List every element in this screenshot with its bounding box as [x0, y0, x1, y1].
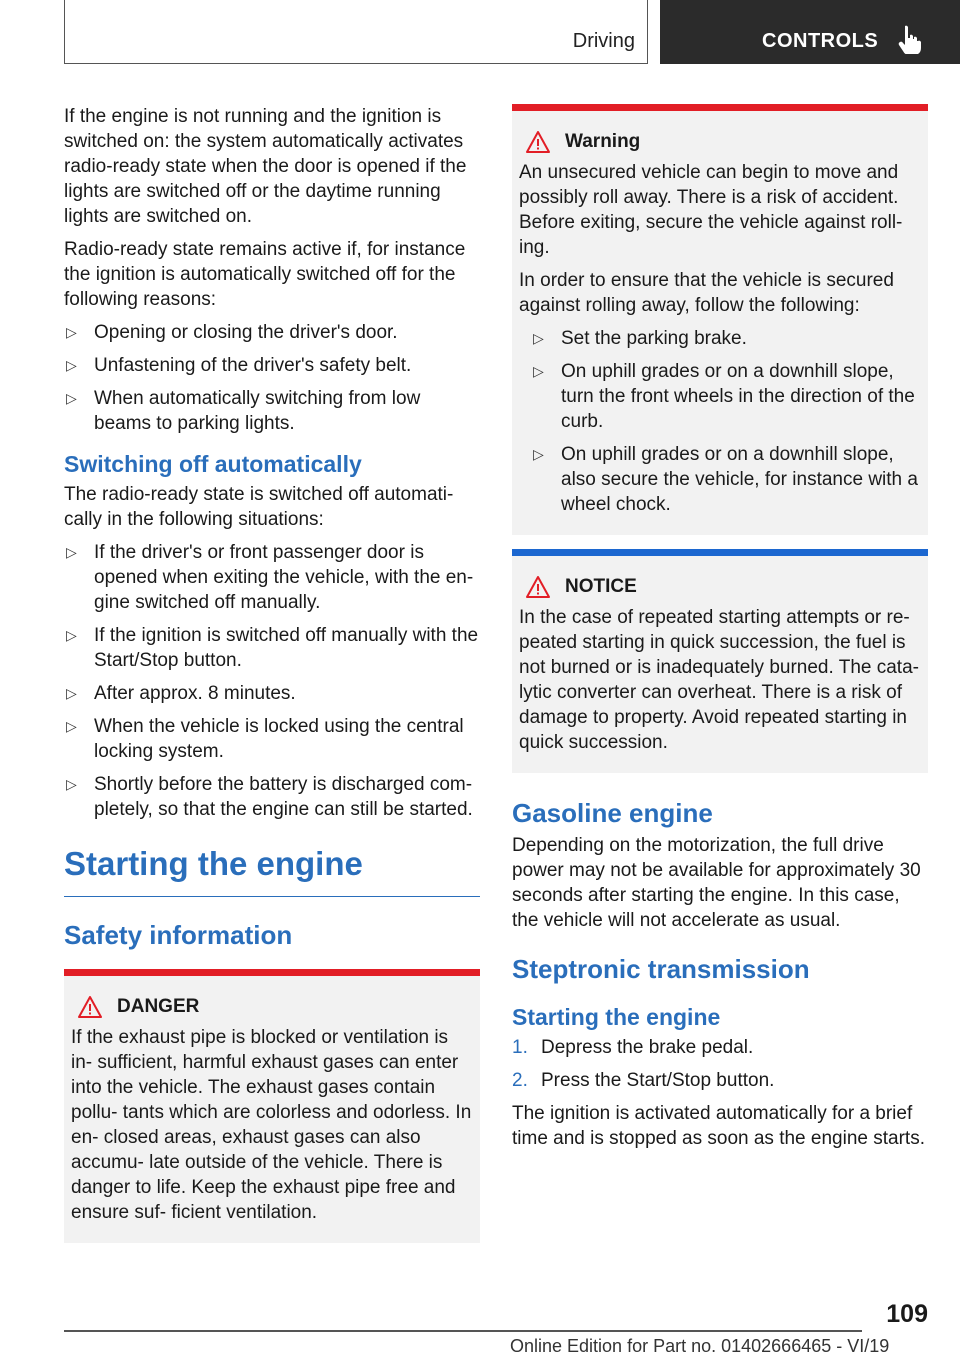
- header-chapter-title: CONTROLS: [762, 30, 879, 52]
- notice-title: NOTICE: [519, 574, 921, 599]
- notice-text: In the case of repeated starting attempts or re- peated starting in quick succession, the fuel is not burned or is inadequately burned. The cata- lytic converter can overheat. There is a risk of damage to property. Avoid repeated starting in quick succession.: [519, 607, 919, 753]
- footer-divider: [64, 1330, 862, 1332]
- list-item: ▷ On uphill grades or on a downhill slope, turn the front wheels in the direction of the curb.: [533, 361, 915, 432]
- list-item: ▷ When automatically switching from low beams to parking lights.: [66, 388, 421, 434]
- warning-text-1: An unsecured vehicle can begin to move and possibly roll away. There is a risk of accident. Before exiting, secure the vehicle against roll- ing.: [519, 162, 903, 258]
- closing-text: The ignition is activated automatically for a brief time and is stopped as soon as the engine starts.: [512, 1103, 925, 1149]
- notice-box: [512, 549, 928, 773]
- pointing-hand-icon: [896, 24, 922, 54]
- gasoline-engine-heading: Gasoline engine: [512, 798, 713, 828]
- warning-triangle-icon: [77, 995, 103, 1019]
- starting-engine-heading: Starting the engine: [64, 844, 480, 897]
- triangle-bullet-icon: ▷: [66, 390, 77, 406]
- list-item: ▷ If the ignition is switched off manually with the Start/Stop button.: [66, 625, 479, 671]
- list-item: ▷ Shortly before the battery is discharged com- pletely, so that the engine can still be started.: [66, 774, 473, 820]
- switching-off-heading: Switching off automatically: [64, 451, 362, 477]
- list-item: ▷ Unfastening of the driver's safety belt.: [66, 355, 412, 376]
- warning-box: [512, 104, 928, 535]
- triangle-bullet-icon: ▷: [66, 357, 77, 373]
- footer-edition: Online Edition for Part no. 01402666465 - VI/19: [510, 1336, 890, 1356]
- list-item: ▷ When the vehicle is locked using the central locking system.: [66, 716, 464, 762]
- steptronic-heading: Steptronic transmission: [512, 954, 810, 984]
- list-item: 2. Press the Start/Stop button.: [512, 1070, 775, 1091]
- switching-off-intro: The radio-ready state is switched off automati- cally in the following situations:: [64, 484, 454, 530]
- page-number: 109: [886, 1300, 928, 1328]
- warning-triangle-icon: [525, 575, 551, 599]
- list-item: ▷ If the driver's or front passenger door is opened when exiting the vehicle, with the en- gine switched off manually.: [66, 542, 474, 613]
- list-item: ▷ After approx. 8 minutes.: [66, 683, 296, 704]
- intro-paragraph-1: If the engine is not running and the ignition is switched on: the system automatically activates radio-ready state when the door is opened if the lights are switched off or the daytime running lights are switched on.: [64, 106, 467, 227]
- triangle-bullet-icon: ▷: [66, 544, 77, 560]
- list-item: ▷ Set the parking brake.: [533, 328, 747, 349]
- danger-text: If the exhaust pipe is blocked or ventilation is in- sufficient, harmful exhaust gases can enter into the vehicle. The exhaust gases contain pollu- tants which are colorless and odorless. In en- closed areas, exhaust gases can also accumu- late outside of the vehicle. There is danger to life. Keep the exhaust pipe free and ensure suf- ficient ventilation.: [71, 1027, 472, 1223]
- header-section-title: Driving: [572, 30, 635, 52]
- triangle-bullet-icon: ▷: [533, 330, 544, 346]
- warning-list: [531, 326, 921, 517]
- header-section-box: [64, 0, 648, 64]
- list-item: ▷ Opening or closing the driver's door.: [66, 322, 398, 343]
- danger-box: [64, 969, 480, 1243]
- triangle-bullet-icon: ▷: [66, 685, 77, 701]
- steps-list: [512, 1035, 928, 1093]
- warning-text-2: In order to ensure that the vehicle is secured against rolling away, follow the following:: [519, 270, 894, 316]
- right-column: [512, 104, 928, 1159]
- left-column: [64, 104, 480, 1243]
- warning-triangle-icon: [525, 130, 551, 154]
- danger-title: DANGER: [71, 994, 473, 1019]
- safety-information-heading: Safety information: [64, 920, 293, 950]
- intro-paragraph-2: Radio-ready state remains active if, for instance the ignition is automatically switched off for the following reasons:: [64, 239, 466, 310]
- triangle-bullet-icon: ▷: [66, 718, 77, 734]
- reasons-list: [64, 320, 480, 436]
- list-item: 1. Depress the brake pedal.: [512, 1037, 754, 1058]
- list-item: ▷ On uphill grades or on a downhill slope, also secure the vehicle, for instance with a wheel chock.: [533, 444, 918, 515]
- switching-off-list: [64, 540, 480, 822]
- triangle-bullet-icon: ▷: [533, 446, 544, 462]
- gasoline-text: Depending on the motorization, the full drive power may not be available for approximately 30 seconds after starting the engine. In this case, the vehicle will not accelerate as usual.: [512, 835, 921, 931]
- warning-title: Warning: [519, 129, 921, 154]
- triangle-bullet-icon: ▷: [66, 776, 77, 792]
- triangle-bullet-icon: ▷: [66, 627, 77, 643]
- triangle-bullet-icon: ▷: [533, 363, 544, 379]
- starting-engine-subheading: Starting the engine: [512, 1004, 721, 1030]
- triangle-bullet-icon: ▷: [66, 324, 77, 340]
- header-chapter-box: [660, 0, 960, 64]
